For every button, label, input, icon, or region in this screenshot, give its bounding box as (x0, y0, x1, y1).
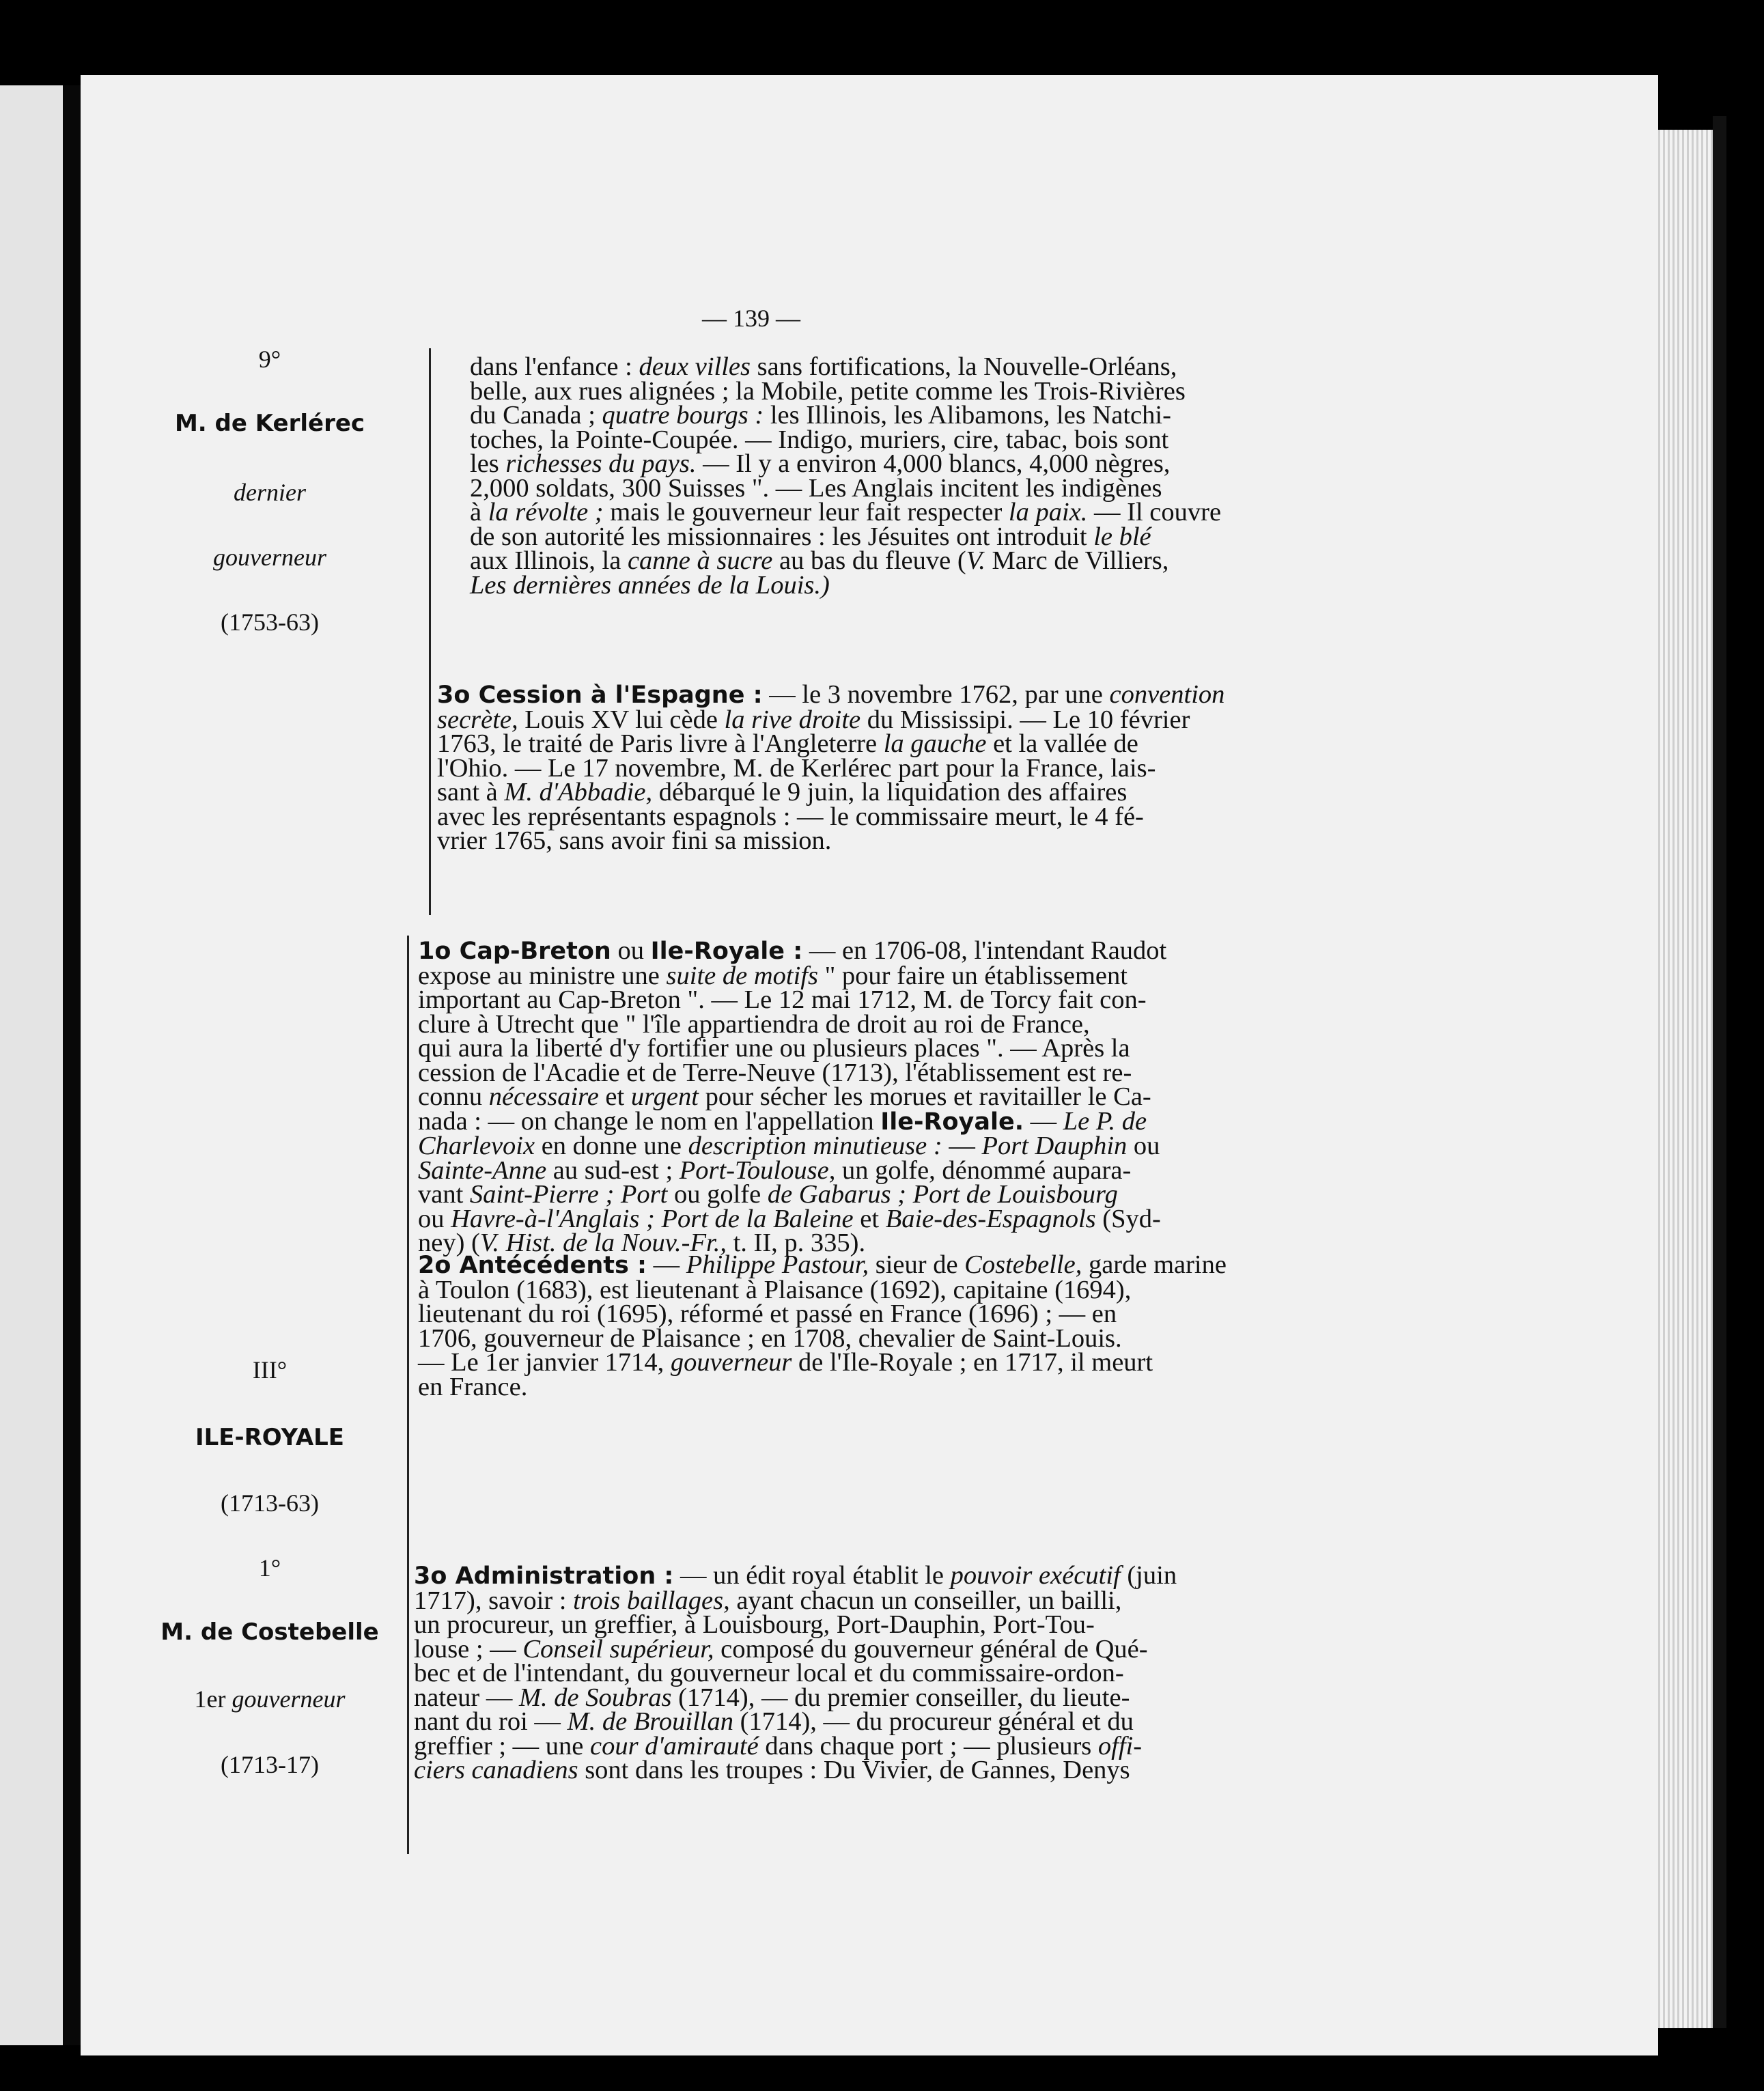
text-run: ciers canadiens (414, 1756, 578, 1784)
text-run: sans fortifications, la Nouvelle-Orléans, (751, 352, 1177, 381)
text-run: — (942, 1132, 982, 1160)
text-run: clure à Utrecht que " l'île appartiendra de droit au roi de France, (418, 1009, 1090, 1039)
text-run: garde marine (1082, 1250, 1227, 1279)
text-run: ayant chacun un conseiller, un bailli, (729, 1586, 1122, 1615)
adjacent-page-edge (0, 85, 63, 2045)
text-run: le blé (1093, 522, 1151, 551)
text-run: en France. (418, 1372, 528, 1401)
text-run: (juin (1120, 1561, 1177, 1590)
text-run: un golfe, dénommé aupara- (835, 1155, 1132, 1185)
text-run: Baie-des-Espagnols (885, 1204, 1096, 1233)
margin-brace-kerlerec (429, 348, 431, 915)
text-run: Sainte-Anne (418, 1155, 547, 1185)
text-run: Marc de Villiers, (985, 546, 1169, 575)
text-run: vrier 1765, sans avoir fini sa mission. (437, 826, 832, 855)
margin-kerlerec-number: 9° (258, 346, 281, 373)
text-run: de son autorité les missionnaires : les Jésuites ont introduit (470, 522, 1094, 551)
text-line (414, 1758, 1313, 1783)
text-run: composé du gouverneur général de Qué- (714, 1634, 1148, 1664)
text-run: (1714), — du premier conseiller, du lieute- (671, 1683, 1130, 1712)
text-line (418, 961, 1309, 990)
text-run: avec les représentants espagnols : — le commissaire meurt, le 4 fé- (437, 802, 1144, 831)
text-line (470, 473, 1341, 503)
text-run: du Mississipi. — Le 10 février (860, 705, 1190, 734)
text-line (418, 1204, 1309, 1233)
text-line (418, 1302, 1313, 1327)
section-heading: Ile-Royale. (880, 1108, 1024, 1136)
text-line (437, 680, 1341, 709)
text-run: Port de Louisbourg (912, 1180, 1118, 1209)
text-line (414, 1634, 1313, 1664)
text-line (414, 1731, 1313, 1760)
text-run: M. d'Abbadie, (504, 778, 653, 806)
text-run: — Il couvre (1087, 498, 1222, 527)
text-run: Havre-à-l'Anglais ; (451, 1204, 655, 1233)
text-run: Port (620, 1180, 668, 1209)
text-line (414, 1707, 1313, 1736)
text-run: nécessaire (488, 1082, 599, 1111)
text-run: en donne une (535, 1132, 688, 1160)
text-line (414, 1683, 1313, 1712)
text-run: ou (1127, 1132, 1160, 1160)
text-run: M. de Brouillan (567, 1707, 734, 1736)
text-run: la rive droite (724, 705, 861, 734)
text-run: vant (418, 1180, 470, 1209)
text-run: belle, aux rues alignées ; la Mobile, petite comme les Trois-Rivières (470, 376, 1186, 406)
text-run: canne à sucre (627, 546, 773, 575)
text-run: du Canada ; (470, 401, 602, 430)
text-run: ou (611, 936, 651, 965)
text-run: trois baillages, (573, 1586, 730, 1615)
section-heading: Ile-Royale : (650, 938, 803, 965)
text-run: — (1024, 1106, 1063, 1136)
text-line (418, 1106, 1309, 1136)
margin-kerlerec-name: M. de Kerlérec (174, 410, 365, 437)
text-run: M. de Soubras (518, 1683, 672, 1712)
text-run: à Toulon (1683), est lieutenant à Plaisance (1692), capitaine (1694), (418, 1275, 1132, 1304)
text-run: — un édit royal établit le (673, 1561, 951, 1590)
text-run: sont dans les troupes : Du Vivier, de Gannes, Denys (578, 1756, 1130, 1784)
text-line (437, 705, 1341, 734)
text-run: sieur de (869, 1250, 965, 1279)
text-line (437, 826, 1341, 855)
text-run: pour sécher les morues et ravitailler le Ca- (698, 1082, 1151, 1111)
text-run: Louis XV lui cède (518, 705, 725, 734)
text-line (437, 778, 1341, 806)
text-run: 1763, le traité de Paris livre à l'Angleterre (437, 729, 884, 758)
text-run: louse ; — (414, 1634, 523, 1664)
text-run: — (647, 1250, 686, 1279)
text-run: et (598, 1082, 631, 1111)
margin-kerlerec-role2: gouverneur (213, 544, 326, 571)
text-run: convention (1109, 680, 1225, 709)
book-gutter (63, 85, 81, 2045)
text-line (470, 570, 1341, 600)
text-run: les Illinois, les Alibamons, les Natchi- (764, 401, 1171, 430)
text-run: quatre bourgs : (602, 401, 764, 430)
text-run: " pour faire un établissement (817, 961, 1128, 990)
margin-costebelle-dates: (1713-17) (221, 1751, 319, 1778)
text-run: richesses du pays. (505, 449, 697, 478)
margin-brace-ile-royale (407, 936, 409, 1854)
text-line (418, 1180, 1309, 1209)
section-heading: 3o Administration : (414, 1562, 674, 1590)
text-line (418, 1372, 1313, 1401)
section-heading: 1o Cap-Breton (418, 938, 611, 965)
text-run: bec et de l'intendant, du gouverneur local et du commissaire-ordon- (414, 1659, 1124, 1687)
text-line (418, 1275, 1313, 1304)
text-run: greffier ; — une (414, 1731, 590, 1760)
text-run: Philippe Pastour, (686, 1250, 869, 1279)
text-run: Port Dauphin (981, 1132, 1128, 1160)
text-run: Charlevoix (418, 1132, 535, 1160)
text-block-antecedents (418, 1250, 1313, 1401)
margin-ile-royale-dates: (1713-63) (221, 1489, 319, 1517)
text-line (437, 729, 1341, 758)
margin-kerlerec-dates: (1753-63) (221, 608, 319, 636)
page-stack-edge (1658, 130, 1713, 2028)
margin-costebelle-name: M. de Costebelle (160, 1618, 379, 1646)
text-run: à (470, 498, 488, 527)
text-run: Les dernières années de la Louis.) (470, 570, 830, 600)
text-run: dans l'enfance : (470, 352, 639, 381)
text-run: nateur — (414, 1683, 519, 1712)
text-run: expose au ministre une (418, 961, 667, 990)
text-run: V. Hist. de la Nouv.-Fr., (479, 1229, 727, 1257)
text-line (418, 1082, 1309, 1111)
text-run: la révolte ; (488, 498, 604, 527)
text-run: t. II, p. 335). (726, 1229, 866, 1257)
margin-ile-royale-number: III° (252, 1356, 288, 1384)
text-line (414, 1661, 1313, 1686)
text-line (414, 1610, 1313, 1639)
margin-costebelle-role-word: gouverneur (232, 1685, 346, 1713)
text-line (418, 1155, 1309, 1185)
text-line (470, 449, 1341, 478)
text-run: la paix. (1008, 498, 1088, 527)
text-run: Costebelle, (964, 1250, 1082, 1279)
text-run: débarqué le 9 juin, la liquidation des affaires (652, 778, 1128, 806)
text-line (418, 1134, 1309, 1159)
text-run: et la vallée de (986, 729, 1138, 758)
text-run: ney) ( (418, 1229, 480, 1257)
text-run: deux villes (639, 352, 751, 381)
text-line (418, 985, 1309, 1014)
margin-kerlerec-role1: dernier (234, 479, 306, 506)
margin-costebelle-number: 1° (258, 1554, 281, 1582)
text-run: lieutenant du roi (1695), réformé et passé en France (1696) ; — en (418, 1300, 1117, 1328)
section-heading: 3o Cession à l'Espagne : (437, 682, 763, 709)
text-line (418, 936, 1309, 965)
text-run: — en 1706-08, l'intendant Raudot (802, 936, 1167, 965)
text-run: — le 3 novembre 1762, par une (762, 680, 1110, 709)
text-run: qui aura la liberté d'y fortifier une ou plusieurs places ". — Après la (418, 1034, 1130, 1063)
text-line (418, 1034, 1309, 1063)
text-line (418, 1348, 1313, 1377)
text-run: connu (418, 1082, 489, 1111)
text-run: Port-Toulouse, (679, 1155, 836, 1185)
text-run: important au Cap-Breton ". — Le 12 mai 1712, M. de Torcy fait con- (418, 985, 1147, 1014)
text-block-cap-breton (418, 936, 1309, 1257)
text-line (470, 498, 1341, 527)
text-run: Port de la Baleine (661, 1204, 854, 1233)
text-line (470, 546, 1341, 575)
text-run: toches, la Pointe-Coupée. — Indigo, muriers, cire, tabac, bois sont (470, 425, 1169, 454)
text-block-louisiane (470, 352, 1341, 600)
text-line (418, 1058, 1309, 1087)
page-stack-shadow (1713, 116, 1726, 2028)
text-line (418, 1323, 1313, 1353)
text-run: ou golfe (667, 1180, 768, 1209)
text-run: cour d'amirauté (590, 1731, 759, 1760)
section-heading: 2o Antécédents : (418, 1252, 647, 1279)
text-run: suite de motifs (666, 961, 818, 990)
text-line (470, 425, 1341, 454)
text-run: au sud-est ; (546, 1155, 680, 1185)
text-run: (1714), — du procureur général et du (733, 1707, 1134, 1736)
text-run: description minutieuse : (688, 1132, 942, 1160)
text-run: ou (418, 1204, 451, 1233)
text-run: — Le 1er janvier 1714, (418, 1348, 671, 1377)
text-run: gouverneur (670, 1348, 792, 1377)
text-run: Le P. de (1063, 1106, 1147, 1136)
text-run: offi- (1097, 1731, 1143, 1760)
text-run: urgent (630, 1082, 699, 1111)
margin-ile-royale-name: ILE-ROYALE (195, 1424, 345, 1451)
text-run: — Il y a environ 4,000 blancs, 4,000 nègres, (696, 449, 1171, 478)
text-run: secrète, (437, 705, 518, 734)
text-run: (Syd- (1095, 1204, 1161, 1233)
text-run: 1706, gouverneur de Plaisance ; en 1708, chevalier de Saint-Louis. (418, 1323, 1122, 1353)
text-run: nada : — on change le nom en l'appellation (418, 1106, 881, 1136)
margin-costebelle-role (143, 1685, 396, 1713)
text-line (414, 1586, 1313, 1615)
text-block-administration (414, 1561, 1313, 1784)
text-line (470, 376, 1341, 406)
text-line (414, 1561, 1313, 1590)
text-run: pouvoir exécutif (950, 1561, 1121, 1590)
text-run: l'Ohio. — Le 17 novembre, M. de Kerlérec part pour la France, lais- (437, 753, 1156, 783)
text-run: la gauche (883, 729, 987, 758)
text-line (470, 401, 1341, 430)
text-line (437, 753, 1341, 783)
text-block-cession (437, 680, 1341, 855)
text-run: sant à (437, 778, 505, 806)
text-run: un procureur, un greffier, à Louisbourg, Port-Dauphin, Port-Tou- (414, 1610, 1095, 1639)
text-run: dans chaque port ; — plusieurs (758, 1731, 1098, 1760)
text-run: V. (966, 546, 985, 575)
page-number: — 139 — (702, 305, 800, 332)
text-run: mais le gouverneur leur fait respecter (603, 498, 1009, 527)
text-run: Conseil supérieur, (522, 1634, 714, 1664)
text-run: et (853, 1204, 886, 1233)
text-line (437, 802, 1341, 831)
text-run: 2,000 soldats, 300 Suisses ". — Les Anglais incitent les indigènes (470, 473, 1162, 503)
text-run: de l'Ile-Royale ; en 1717, il meurt (792, 1348, 1153, 1377)
text-run: nant du roi — (414, 1707, 568, 1736)
text-run: les (470, 449, 506, 478)
text-line (418, 1250, 1313, 1279)
text-run: 1717), savoir : (414, 1586, 574, 1615)
text-run: de Gabarus ; (767, 1180, 907, 1209)
text-line (470, 352, 1341, 381)
text-line (418, 1009, 1309, 1039)
text-run: au bas du fleuve ( (772, 546, 966, 575)
text-run: Saint-Pierre ; (469, 1180, 615, 1209)
margin-costebelle-role-prefix: 1er (194, 1685, 226, 1713)
text-line (470, 522, 1341, 551)
text-run: aux Illinois, la (470, 546, 628, 575)
text-run: cession de l'Acadie et de Terre-Neuve (1713), l'établissement est re- (418, 1058, 1132, 1087)
